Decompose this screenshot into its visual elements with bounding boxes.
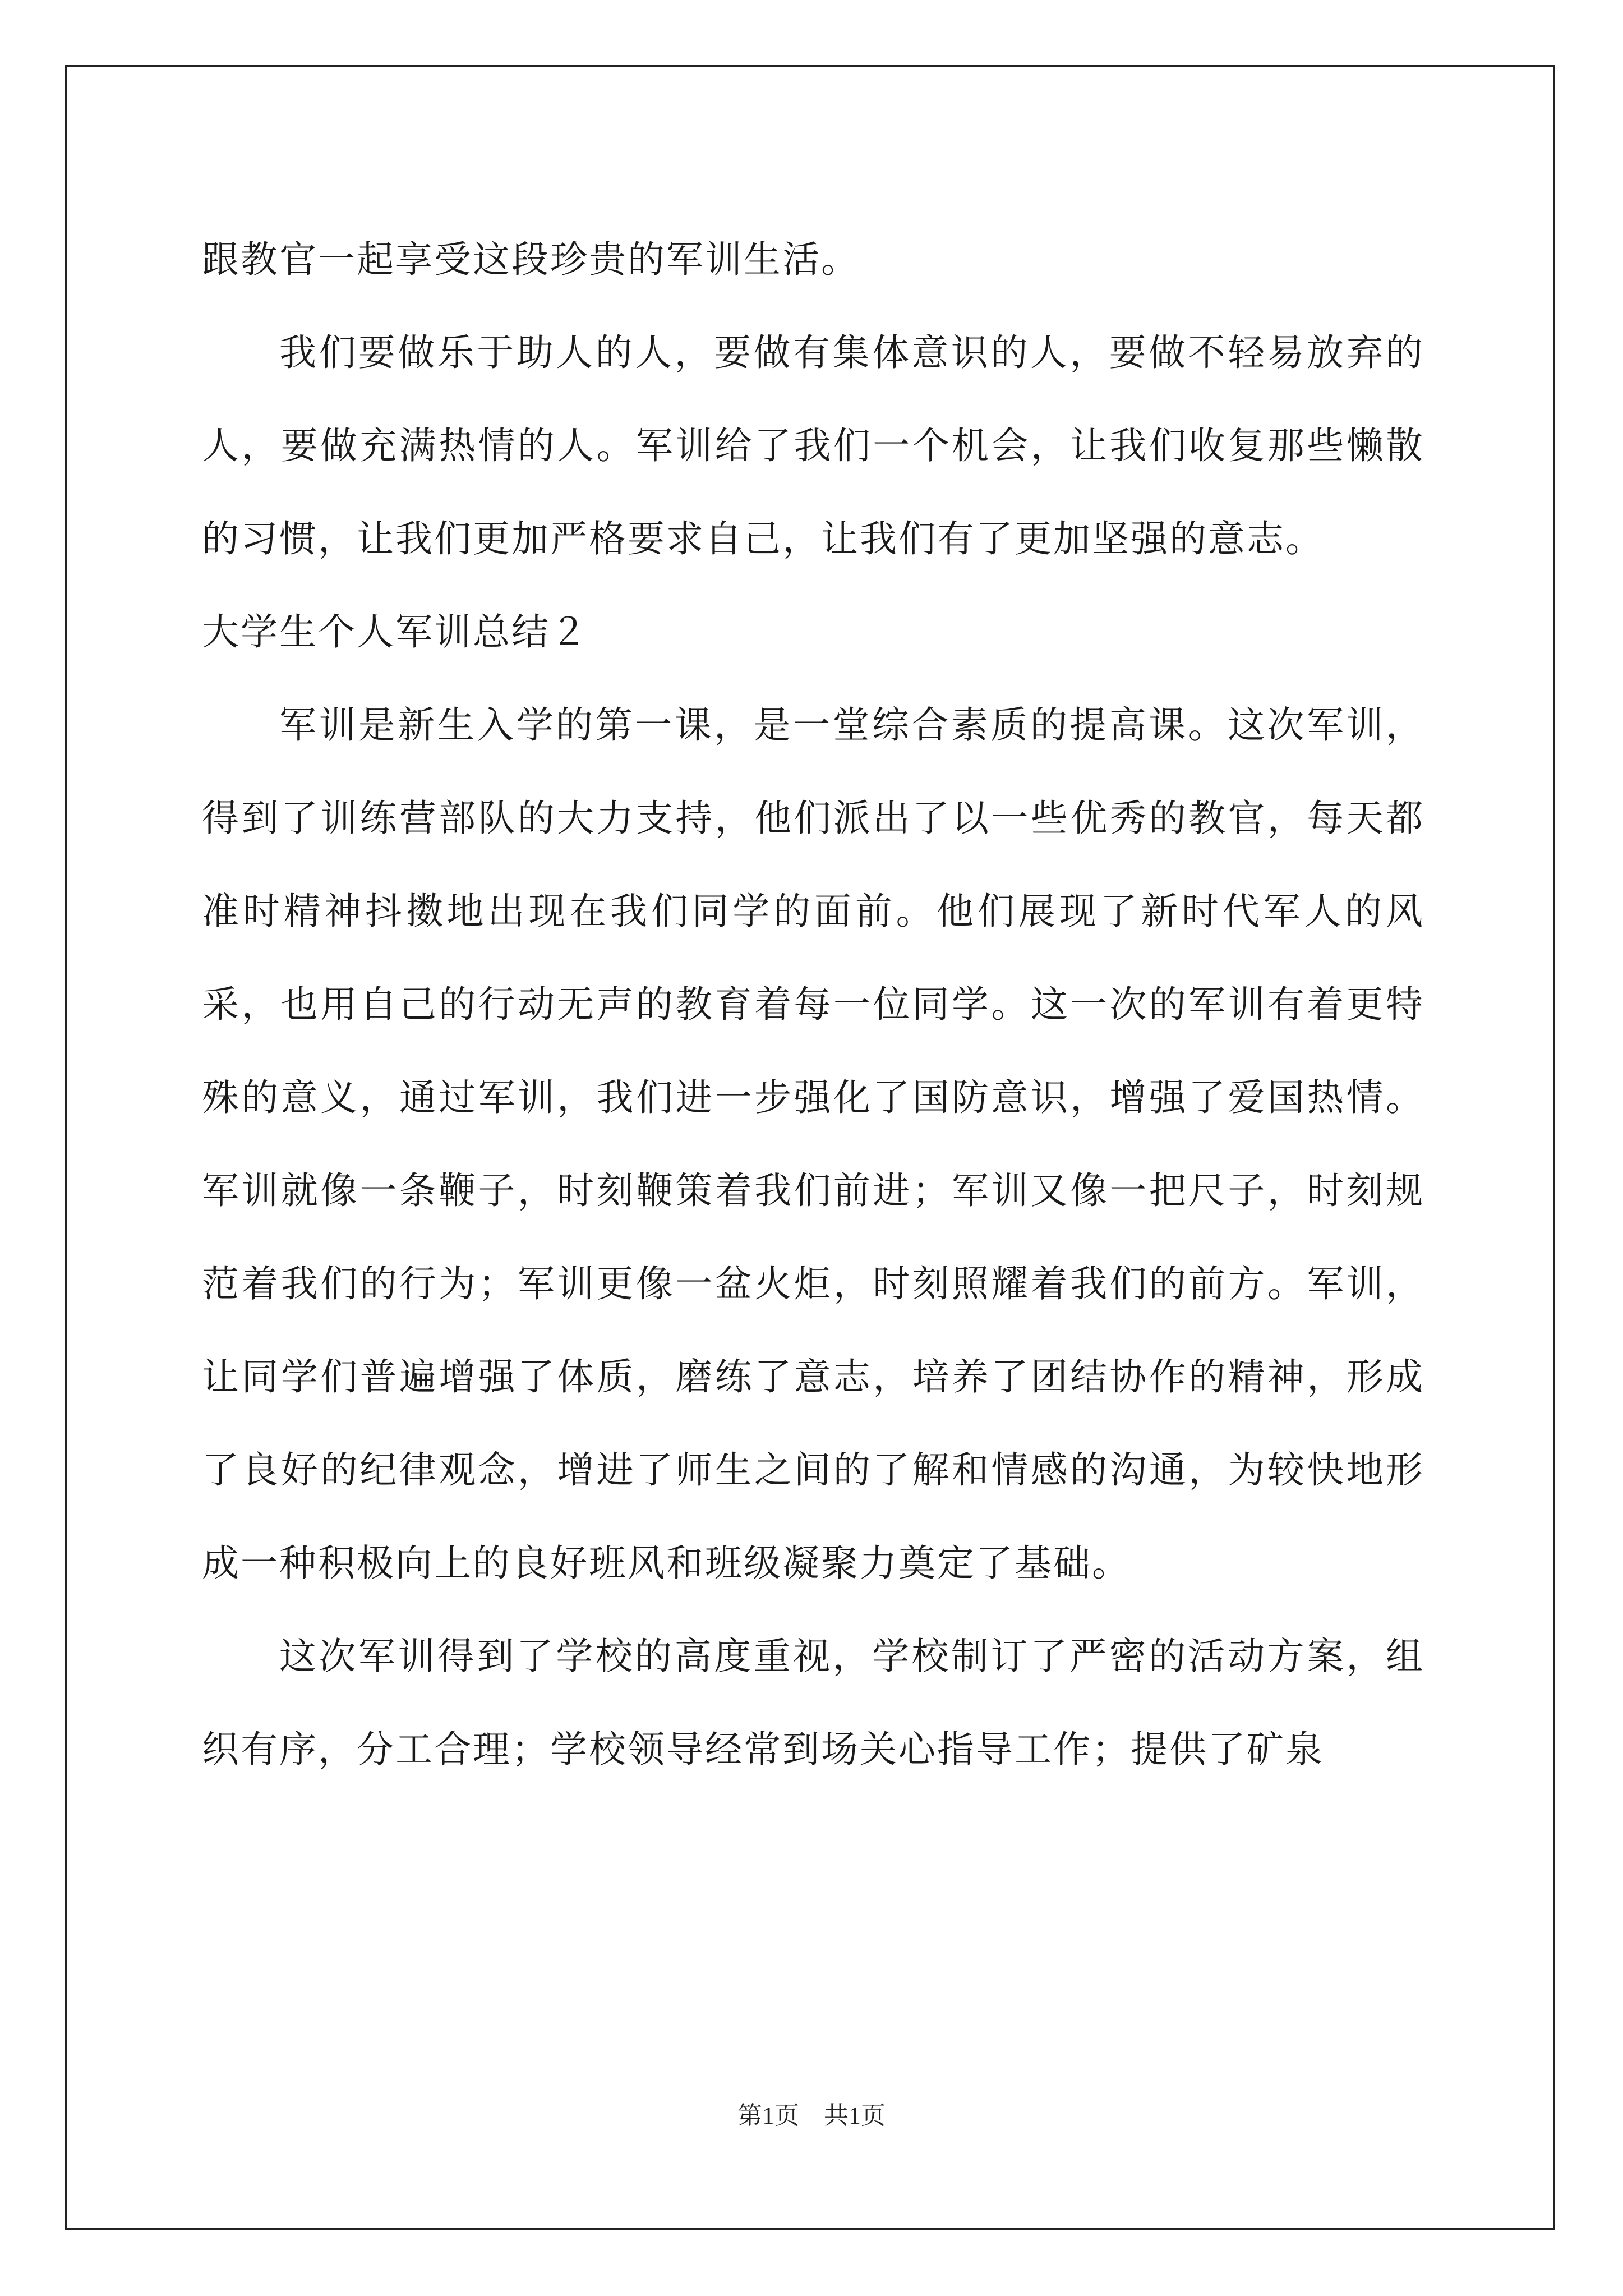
paragraph-training-summary: 军训是新生入学的第一课，是一堂综合素质的提高课。这次军训，得到了训练营部队的大力支持，他们派出了以一些优秀的教官，每天都准时精神抖擞地出现在我们同学的面前。他们展现了新时代军人的风采，也用自己的行动无声的教育着每一位同学。这一次的军训有着更特殊的意义，通过军训，我们进一步强化了国防意识，增强了爱国热情。军训就像一条鞭子，时刻鞭策着我们前进；军训又像一把尺子，时刻规范着我们的行为；军训更像一盆火炬，时刻照耀着我们的前方。军训，让同学们普遍增强了体质，磨练了意志，培养了团结协作的精神，形成了良好的纪律观念，增进了师生之间的了解和情感的沟通，为较快地形成一种积极向上的良好班风和班级凝聚力奠定了基础。 — [202, 703, 1424, 1585]
paragraph-continuation: 跟教官一起享受这段珍贵的军训生活。 — [202, 238, 860, 281]
page-number: 第1页 — [737, 2102, 799, 2129]
paragraph-school-support: 这次军训得到了学校的高度重视，学校制订了严密的活动方案，组织有序，分工合理；学校领导经常到场关心指导工作；提供了矿泉 — [202, 1635, 1424, 1771]
page-total: 共1页 — [824, 2102, 886, 2129]
document-body — [202, 213, 1424, 1796]
page-footer — [0, 2095, 1623, 2131]
section-title: 大学生个人军训总结２ — [202, 610, 589, 654]
paragraph-resolution: 我们要做乐于助人的人，要做有集体意识的人，要做不轻易放弃的人，要做充满热情的人。军训给了我们一个机会，让我们收复那些懒散的习惯，让我们更加严格要求自己，让我们有了更加坚强的意志。 — [202, 331, 1424, 560]
